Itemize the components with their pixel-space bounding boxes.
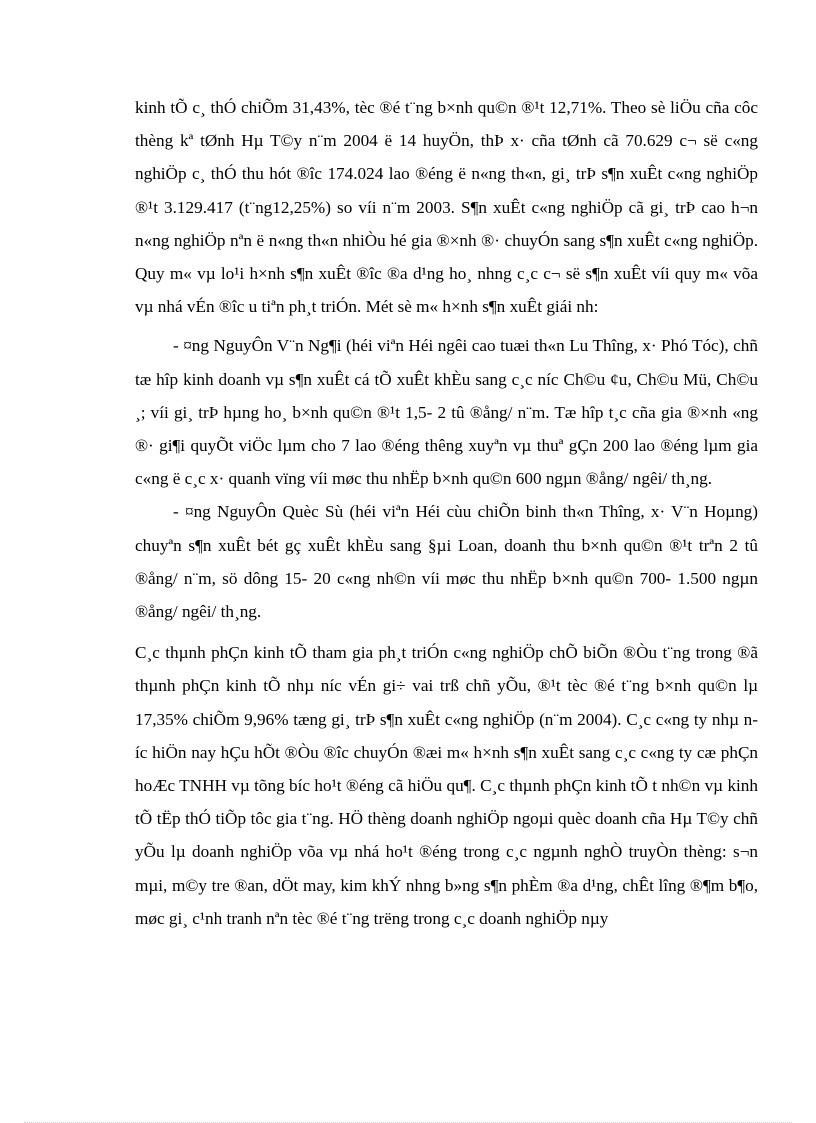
document-body xyxy=(135,91,758,935)
body-paragraph-1: kinh tÕ c¸ thÓ chiÕm 31,43%, tèc ®é t¨ng b×nh qu©n ®¹t 12,71%. Theo sè liÖu cña côc thèng kª tØnh Hµ T©y n¨m 2004 ë 14 huyÖn, thÞ x· cña tØnh cã 70.629 c¬ së c«ng nghiÖp c¸ thÓ thu hót ®îc 174.024 lao ®éng ë n«ng th«n, gi¸ trÞ s¶n xuÊt c«ng nghiÖp ®¹t 3.129.417 (t¨ng12,25%) so víi n¨m 2003. S¶n xuÊt c«ng nghiÖp cã gi¸ trÞ cao h¬n n«ng nghiÖp nªn ë n«ng th«n nhiÒu hé gia ®×nh ®· chuyÓn sang s¶n xuÊt c«ng nghiÖp. Quy m« vµ lo¹i h×nh s¶n xuÊt ®îc ®a d¹ng ho¸ nhng c¸c c¬ së s¶n xuÊt víi quy m« võa vµ nhá vÉn ®îc u tiªn ph¸t triÓn. Mét sè m« h×nh s¶n xuÊt giái nh: xyxy=(135,98,758,317)
body-paragraph-2-bullet-nguyen-van-ngai: - ¤ng NguyÔn V¨n Ng¶i (héi viªn Héi ngêi cao tuæi th«n Lu Thîng, x· Phó Tóc), chñ tæ hîp kinh doanh vµ s¶n xuÊt cá tÕ xuÊt khÈu sang c¸c níc Ch©u ¢u, Ch©u Mü, Ch©u ¸; víi gi¸ trÞ hµng ho¸ b×nh qu©n ®¹t 1,5- 2 tû ®ång/ n¨m. Tæ hîp t¸c cña gia ®×nh «ng ®· gi¶i quyÕt viÖc lµm cho 7 lao ®éng thêng xuyªn vµ thuª gÇn 200 lao ®éng lµm gia c«ng ë c¸c x· quanh vïng víi møc thu nhËp b×nh qu©n 600 ngµn ®ång/ ngêi/ th¸ng. xyxy=(135,336,758,489)
body-paragraph-4: C¸c thµnh phÇn kinh tÕ tham gia ph¸t triÓn c«ng nghiÖp chÕ biÕn ®Òu t¨ng trong ®ã thµnh phÇn kinh tÕ nhµ níc vÉn gi÷ vai trß chñ yÕu, ®¹t tèc ®é t¨ng b×nh qu©n lµ 17,35% chiÕm 9,96% tæng gi¸ trÞ s¶n xuÊt c«ng nghiÖp (n¨m 2004). C¸c c«ng ty nhµ níc hiÖn nay hÇu hÕt ®Òu ®îc chuyÓn ®æi m« h×nh s¶n xuÊt sang c¸c c«ng ty cæ phÇn hoÆc TNHH vµ tõng bíc ho¹t ®éng cã hiÖu qu¶. C¸c thµnh phÇn kinh tÕ t nh©n vµ kinh tÕ tËp thÓ tiÕp tôc gia t¨ng. HÖ thèng doanh nghiÖp ngoµi quèc doanh cña Hµ T©y chñ yÕu lµ doanh nghiÖp võa vµ nhá ho¹t ®éng trong c¸c ngµnh nghÒ truyÒn thèng: s¬n mµi, m©y tre ®an, dÖt may, kim khÝ nhng b»ng s¶n phÈm ®a d¹ng, chÊt lîng ®¶m b¶o, møc gi¸ c¹nh tranh nªn tèc ®é t¨ng trëng trong c¸c doanh nghiÖp nµy xyxy=(135,643,758,928)
body-paragraph-3-bullet-nguyen-quoc-su: - ¤ng NguyÔn Quèc Sù (héi viªn Héi cùu chiÕn binh th«n Thîng, x· V¨n Hoµng) chuyªn s¶n xuÊt bét gç xuÊt khÈu sang §µi Loan, doanh thu b×nh qu©n ®¹t trªn 2 tû ®ång/ n¨m, sö dông 15- 20 c«ng nh©n víi møc thu nhËp b×nh qu©n 700- 1.500 ngµn ®ång/ ngêi/ th¸ng. xyxy=(135,502,758,622)
